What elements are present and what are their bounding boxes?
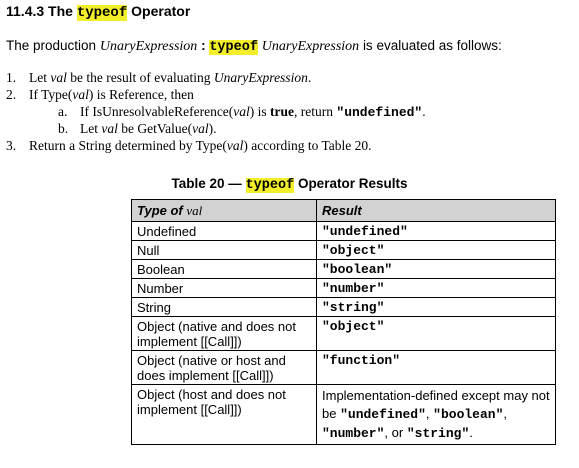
step-2a-mid: ) is: [249, 104, 267, 119]
step-2b-end: ).: [208, 121, 217, 136]
step-2-post: ) is Reference, then: [88, 87, 194, 102]
header-type-var: val: [186, 203, 203, 218]
cell-type: String: [132, 298, 317, 317]
production-intro: [6, 38, 502, 55]
step-2-number: 2.: [6, 87, 17, 102]
step-2-text: [29, 87, 194, 103]
cell-type: Number: [132, 279, 317, 298]
heading-keyword-typeof: typeof: [76, 5, 128, 21]
header-type-label: Type of: [137, 203, 183, 218]
step-2a-text: [80, 104, 426, 120]
table-row: [132, 222, 556, 241]
heading-text-post: Operator: [131, 3, 191, 19]
step-3-post: ) according to Table 20.: [243, 138, 372, 153]
step-3-number: 3.: [6, 138, 17, 153]
table-row: [132, 298, 556, 317]
step-2a-mid2: , return: [294, 104, 334, 119]
step-1-mid: be the result of evaluating: [70, 70, 211, 85]
step-2b-pre: Let: [80, 121, 98, 136]
header-type: [132, 200, 317, 222]
cell-result: "number": [317, 279, 556, 298]
cell-type: Undefined: [132, 222, 317, 241]
step-2b-text: [80, 121, 216, 137]
table-row: [132, 241, 556, 260]
heading-text-pre: The: [48, 3, 73, 19]
step-2a-code: "undefined": [336, 105, 423, 120]
step-2a-true: true: [270, 104, 295, 119]
step-2a-pre: If IsUnresolvableReference(: [80, 104, 234, 119]
cell-type: Boolean: [132, 260, 317, 279]
last-row-code-undefined: "undefined": [340, 407, 426, 422]
cell-type: Object (native or host and does implement [[Call]]): [132, 351, 317, 385]
intro-post: is evaluated as follows:: [362, 38, 502, 53]
step-2a-var: val: [233, 104, 250, 119]
cell-result: "undefined": [317, 222, 556, 241]
step-2a-end: .: [422, 104, 426, 119]
last-row-sep2: ,: [503, 406, 508, 421]
step-1-end: .: [307, 70, 312, 85]
intro-lhs: UnaryExpression: [99, 39, 198, 54]
last-row-sep3: , or: [384, 425, 404, 440]
intro-pre: The production: [6, 38, 97, 53]
table-header-row: [132, 200, 556, 222]
table-caption-keyword: typeof: [245, 178, 295, 193]
section-number: 11.4.3: [6, 3, 45, 19]
table-caption-post: Operator Results: [297, 176, 408, 191]
table-row: [132, 279, 556, 298]
last-row-sep1: ,: [425, 406, 430, 421]
cell-type: Null: [132, 241, 317, 260]
step-2b-number: b.: [58, 121, 69, 136]
step-1-expr: UnaryExpression: [213, 70, 308, 85]
step-1-pre: Let: [29, 70, 47, 85]
table-row: [132, 260, 556, 279]
step-3-pre: Return a String determined by Type(: [29, 138, 227, 153]
step-3-var: val: [226, 138, 244, 153]
section-heading: [6, 3, 190, 21]
intro-rhs: UnaryExpression: [261, 39, 360, 54]
cell-result: "function": [317, 351, 556, 385]
header-result: Result: [317, 200, 556, 222]
step-2b-var: val: [101, 121, 118, 136]
step-2b-mid: be GetValue(: [121, 121, 193, 136]
cell-result: [317, 385, 556, 445]
last-row-text: Implementation-defined except may not be: [322, 388, 550, 421]
table-caption-pre: Table 20 —: [171, 176, 242, 191]
table-caption: [0, 176, 579, 193]
cell-result: "object": [317, 317, 556, 351]
step-1-number: 1.: [6, 70, 17, 85]
cell-type: Object (native and does not implement [[Call]]): [132, 317, 317, 351]
step-1-var: val: [50, 70, 67, 85]
step-3-text: [29, 138, 372, 154]
step-2-pre: If Type(: [29, 87, 73, 102]
last-row-end: .: [469, 425, 473, 440]
intro-keyword-typeof: typeof: [209, 40, 258, 55]
cell-result: "string": [317, 298, 556, 317]
table-row: [132, 351, 556, 385]
typeof-results-table: [131, 199, 556, 445]
cell-type: Object (host and does not implement [[Call]]): [132, 385, 317, 445]
step-2-var: val: [72, 87, 89, 102]
table-row: [132, 385, 556, 445]
step-1-text: [29, 70, 311, 86]
table-row: [132, 317, 556, 351]
last-row-code-number: "number": [322, 426, 385, 441]
step-2a-number: a.: [58, 104, 68, 119]
cell-result: "boolean": [317, 260, 556, 279]
cell-result: "object": [317, 241, 556, 260]
last-row-code-boolean: "boolean": [433, 407, 504, 422]
last-row-code-string: "string": [406, 426, 470, 441]
intro-colon: :: [201, 38, 206, 53]
step-2b-var2: val: [192, 121, 209, 136]
